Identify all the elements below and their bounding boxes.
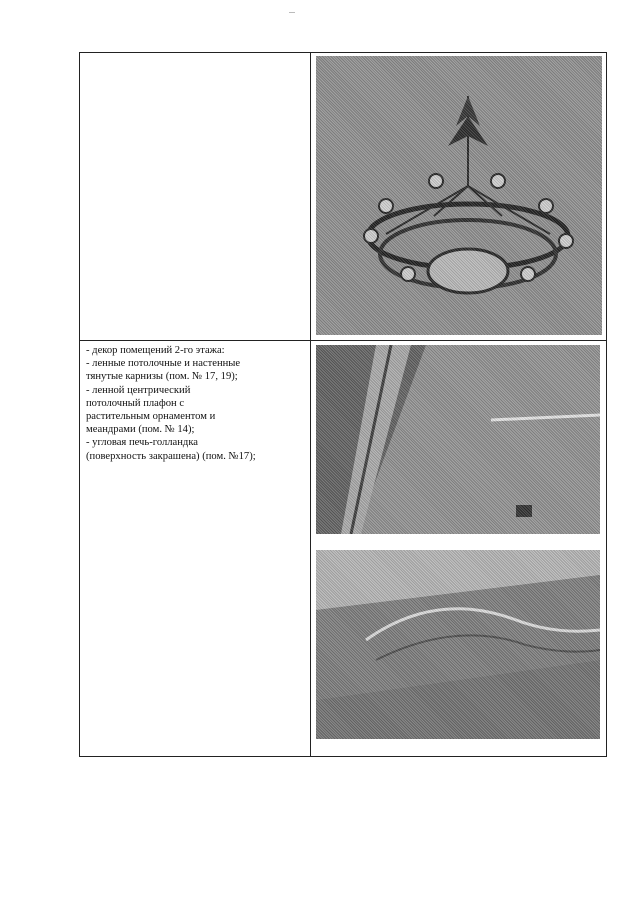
description-line: - декор помещений 2-го этажа: xyxy=(86,345,225,356)
cornice-drawing xyxy=(316,345,600,534)
description-line: - ленные потолочные и настенные xyxy=(86,358,241,370)
description-line: растительным орнаментом и xyxy=(86,411,216,423)
chandelier-drawing xyxy=(316,56,602,335)
document-table xyxy=(79,52,607,757)
chandelier-photo xyxy=(316,56,602,335)
table-column-divider xyxy=(310,53,311,756)
page-mark xyxy=(289,12,295,13)
description-line: - ленной центрический xyxy=(86,384,191,396)
table-row-divider xyxy=(80,340,606,341)
description-line: (поверхность закрашена) (пом. №17); xyxy=(86,450,256,462)
decor-description xyxy=(86,344,306,463)
corner-stove-photo xyxy=(316,550,600,739)
ceiling-cornice-photo xyxy=(316,345,600,534)
description-line: - угловая печь-голландка xyxy=(86,437,199,449)
description-line: тянутые карнизы (пом. № 17, 19); xyxy=(86,371,238,383)
description-line: меандрами (пом. № 14); xyxy=(86,424,195,436)
description-line: потолочный плафон с xyxy=(86,397,185,409)
stove-drawing xyxy=(316,550,600,739)
